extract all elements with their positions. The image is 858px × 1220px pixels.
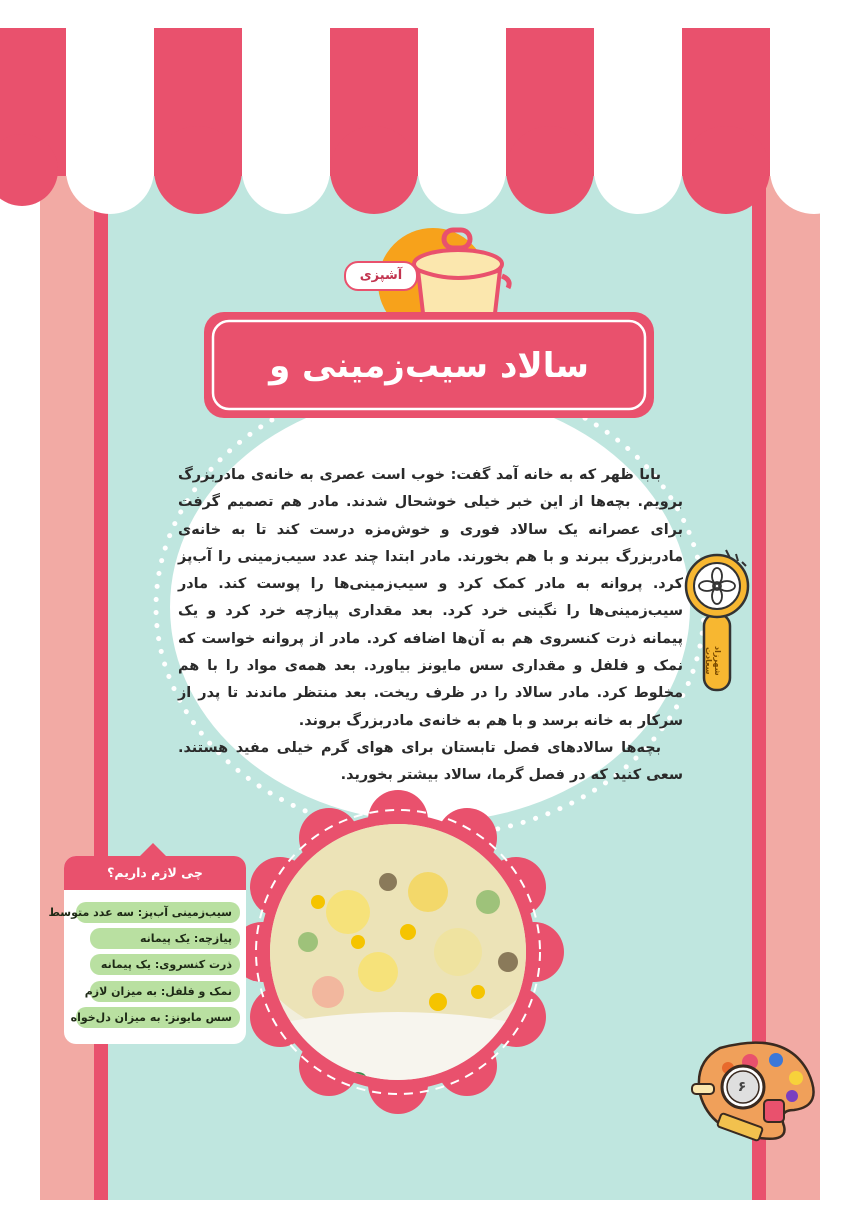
story-paragraph-2: بچه‌ها سالادهای فصل تابستان برای هوای گرم خیلی مفید هستند. سعی کنید که در فصل گرما، سالاد بیشتر بخورید. <box>178 739 683 784</box>
salad-photo-frame <box>238 792 558 1112</box>
ingredients-list <box>48 902 240 1033</box>
ingredient-item: نمک و فلفل: به میزان لازم <box>90 981 240 1002</box>
ingredients-heading: چی لازم داریم؟ <box>64 856 246 890</box>
section-tag: آشپزی <box>344 261 418 291</box>
ingredient-item: ذرت کنسروی: یک پیمانه <box>90 954 240 975</box>
ingredient-item: سیب‌زمینی آب‌پز: سه عدد متوسط <box>76 902 240 923</box>
story-text <box>178 462 683 790</box>
page-title: سالاد سیب‌زمینی و پیازچه <box>269 346 589 458</box>
ingredient-item: پیازچه: یک پیمانه <box>90 928 240 949</box>
page-number: ۶ <box>737 1079 747 1095</box>
ingredient-item: سس مایونز: به میزان دل‌خواه <box>76 1007 240 1028</box>
awning <box>0 28 858 213</box>
story-paragraph-1: بابا ظهر که به خانه آمد گفت: خوب است عصری به خانه‌ی مادربزرگ برویم. بچه‌ها از این خبر خیلی خوشحال شدند. مادر هم تصمیم گرفت برای عصرانه یک سالاد فوری و خوش‌مزه درست کند تا به خانه‌ی مادربزرگ ببرند و با هم بخورند. مادر ابتدا چند عدد سیب‌زمینی را آب‌پز کرد. پروانه به مادر کمک کرد و سیب‌زمینی‌ها را پوست کند. مادر سیب‌زمینی‌ها را نگینی خرد کرد. بعد مقداری پیازچه خرد کرد و یک پیمانه ذرت کنسروی هم به آن‌ها اضافه کرد. مادر از پروانه خواست که نمک و فلفل و مقداری سس مایونز بیاورد. بعد همه‌ی مواد را با هم مخلوط کرد. مادر سالاد را در ظرف ریخت. بعد منتظر ماندند تا پدر از سرکار به خانه برسد و با هم به خانه‌ی مادربزرگ بروند. <box>178 467 683 729</box>
salad-photo <box>238 792 558 1112</box>
author-name: شهرزاد سعادت <box>704 646 722 676</box>
